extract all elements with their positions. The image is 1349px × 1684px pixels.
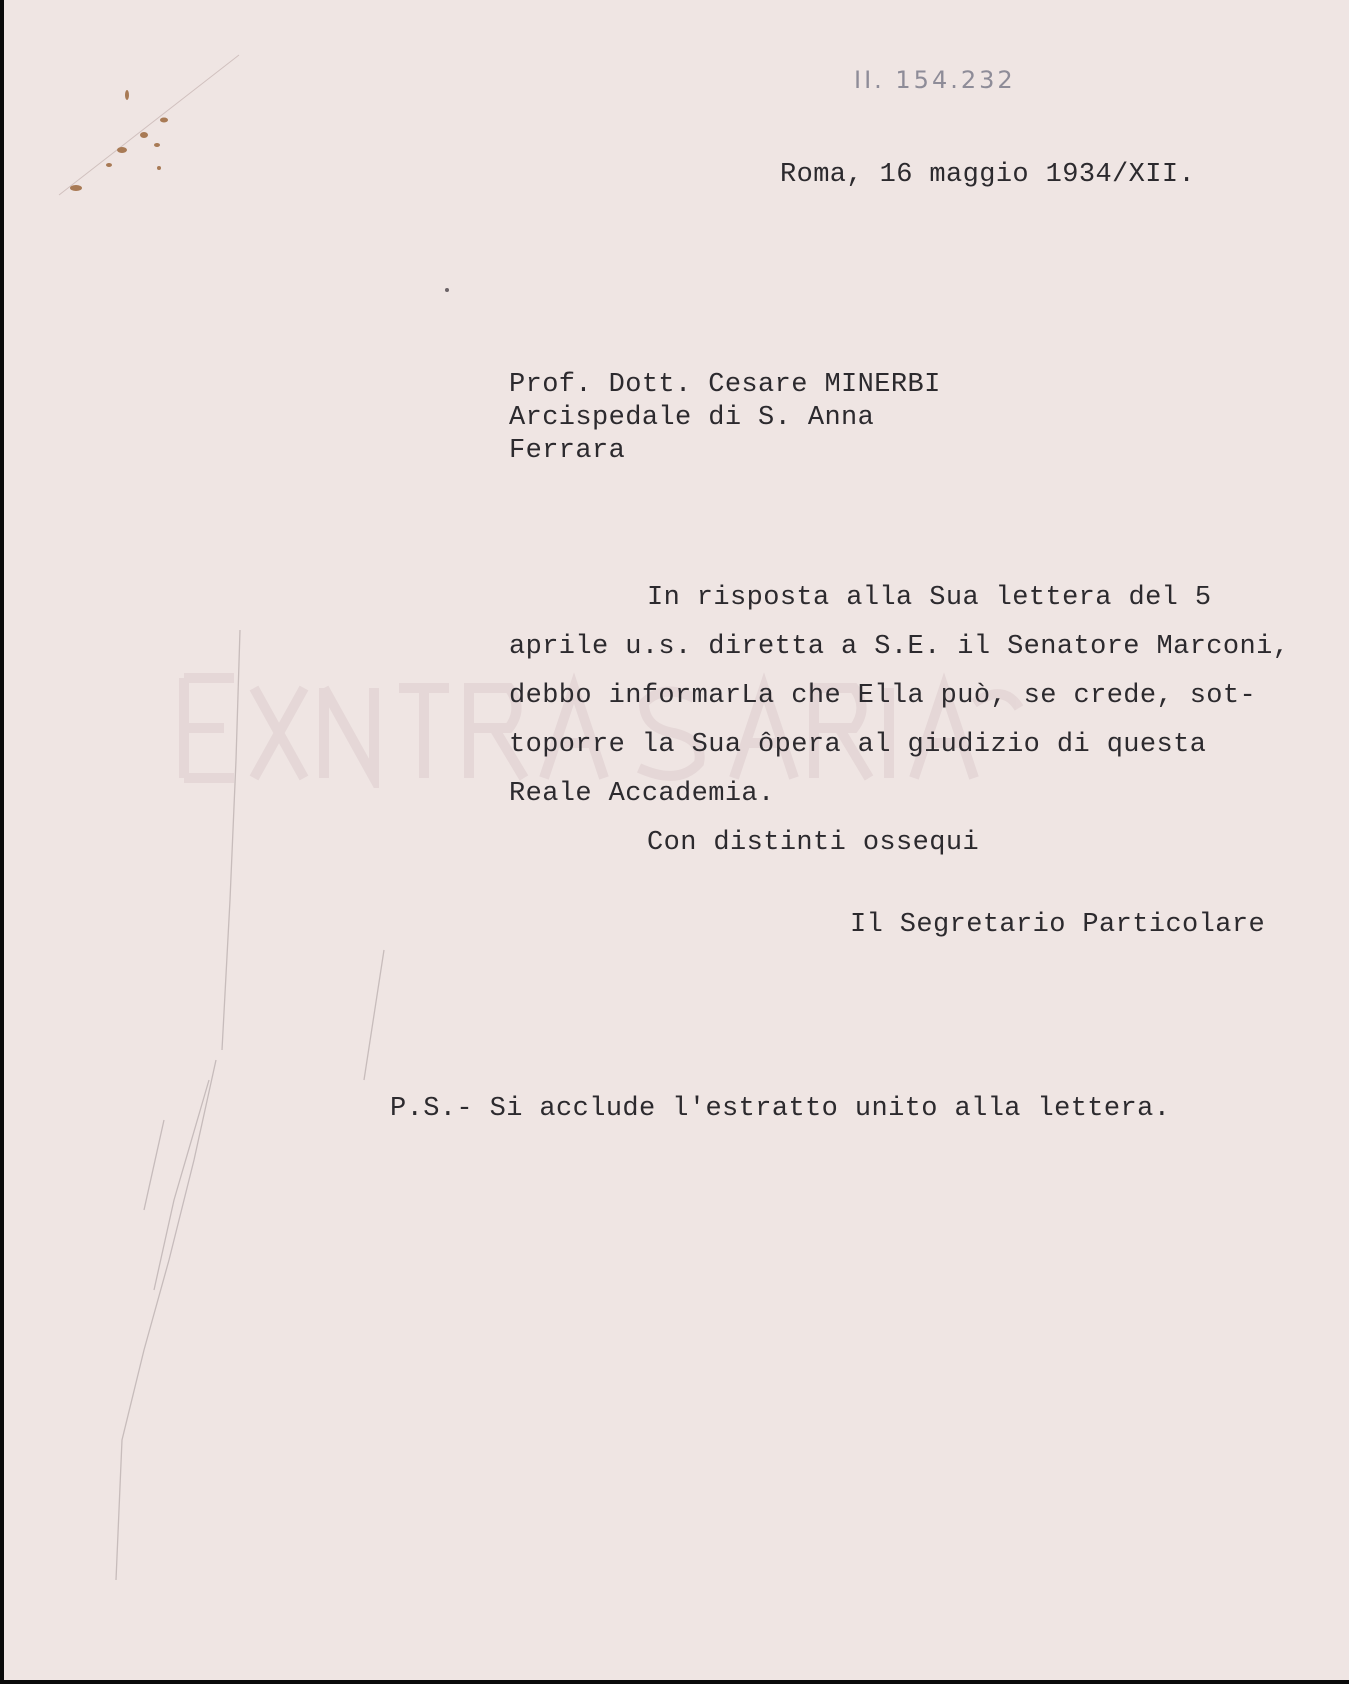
recipient-institution: Arcispedale di S. Anna [509,403,875,433]
closing-salutation: Con distinti ossequi [647,828,980,858]
archive-mark: II. 154.232 [854,66,1016,94]
postscript: P.S.- Si acclude l'estratto unito alla lettera. [390,1094,1171,1124]
body-line-4: toporre la Sua ôpera al giudizio di questa [509,730,1207,760]
recipient-name: Prof. Dott. Cesare MINERBI [509,370,941,400]
recipient-city: Ferrara [509,436,626,466]
body-line-2: aprile u.s. diretta a S.E. il Senatore Marconi, [509,632,1290,662]
body-line-1: In risposta alla Sua lettera del 5 [647,583,1212,613]
body-line-5: Reale Accademia. [509,779,775,809]
signature-title: Il Segretario Particolare [850,910,1266,940]
letter-date: Roma, 16 maggio 1934/XII. [780,160,1196,190]
letter-page [4,0,1349,1680]
body-line-3: debbo informarLa che Ella può, se crede, sot- [509,681,1257,711]
